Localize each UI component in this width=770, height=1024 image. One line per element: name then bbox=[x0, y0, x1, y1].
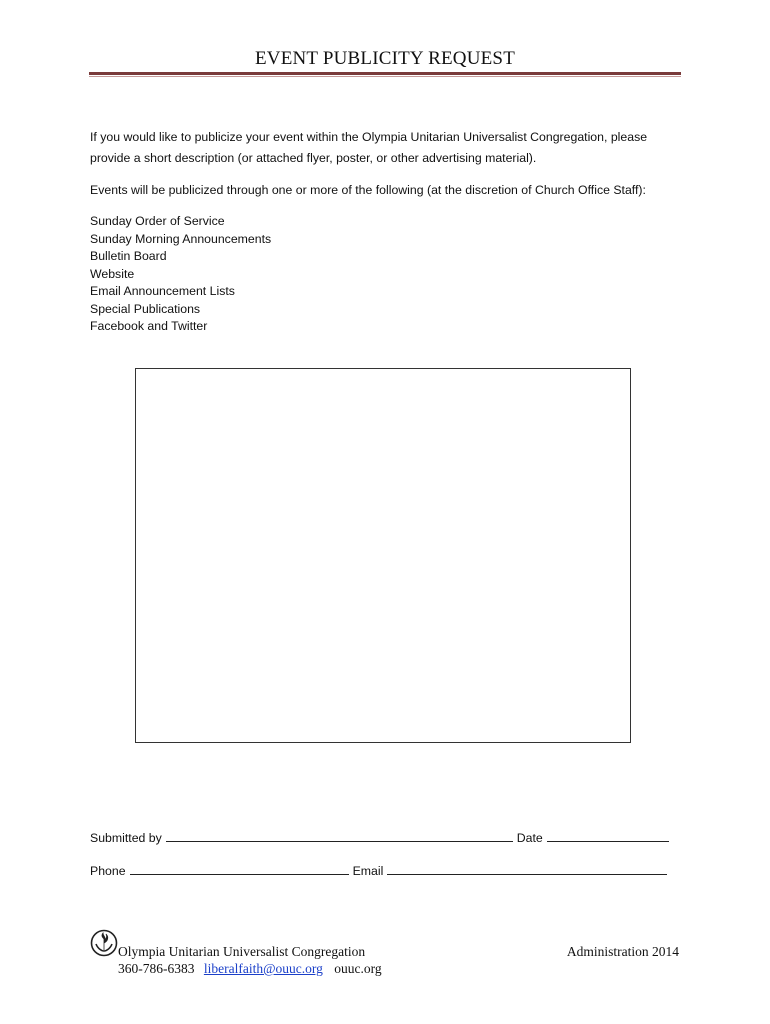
email-label: Email bbox=[352, 864, 384, 878]
footer-department: Administration 2014 bbox=[566, 944, 679, 959]
date-field[interactable] bbox=[547, 830, 669, 842]
title-rule-thin bbox=[89, 76, 681, 77]
list-item: Sunday Order of Service bbox=[90, 214, 225, 228]
list-item: Website bbox=[90, 266, 135, 281]
list-item: Email Announcement Lists bbox=[90, 284, 235, 298]
intro-paragraph: If you would like to publicize your event within the Olympia Unitarian Universalist Congregation, please provide a short description (or attached flyer, poster, or other advertising material). bbox=[90, 130, 648, 165]
date-label: Date bbox=[516, 831, 543, 845]
list-item: Special Publications bbox=[90, 301, 201, 316]
list-item: Facebook and Twitter bbox=[90, 319, 208, 333]
email-field[interactable] bbox=[387, 863, 667, 875]
footer-org-name: Olympia Unitarian Universalist Congregation bbox=[118, 944, 366, 959]
channels-intro: Events will be publicized through one or more of the following (at the discretion of Church Office Staff): bbox=[90, 183, 646, 197]
footer-email-link[interactable]: liberalfaith@ouuc.org bbox=[203, 961, 323, 976]
footer-phone: 360-786-6383 bbox=[118, 961, 195, 976]
list-item: Sunday Morning Announcements bbox=[90, 231, 272, 246]
footer-contact bbox=[118, 961, 382, 977]
phone-field[interactable] bbox=[130, 863, 349, 875]
submitted-by-field[interactable] bbox=[166, 830, 513, 842]
submitted-by-label: Submitted by bbox=[90, 831, 162, 845]
page-title: EVENT PUBLICITY REQUEST bbox=[254, 48, 516, 69]
description-box[interactable] bbox=[135, 368, 631, 743]
submitted-by-row bbox=[90, 830, 673, 845]
phone-email-row bbox=[90, 863, 671, 878]
footer-website: ouuc.org bbox=[334, 961, 382, 976]
channels-list bbox=[90, 213, 271, 336]
list-item: Bulletin Board bbox=[90, 249, 167, 263]
chalice-icon bbox=[90, 929, 118, 957]
title-rule bbox=[89, 72, 681, 75]
phone-label: Phone bbox=[90, 864, 126, 878]
